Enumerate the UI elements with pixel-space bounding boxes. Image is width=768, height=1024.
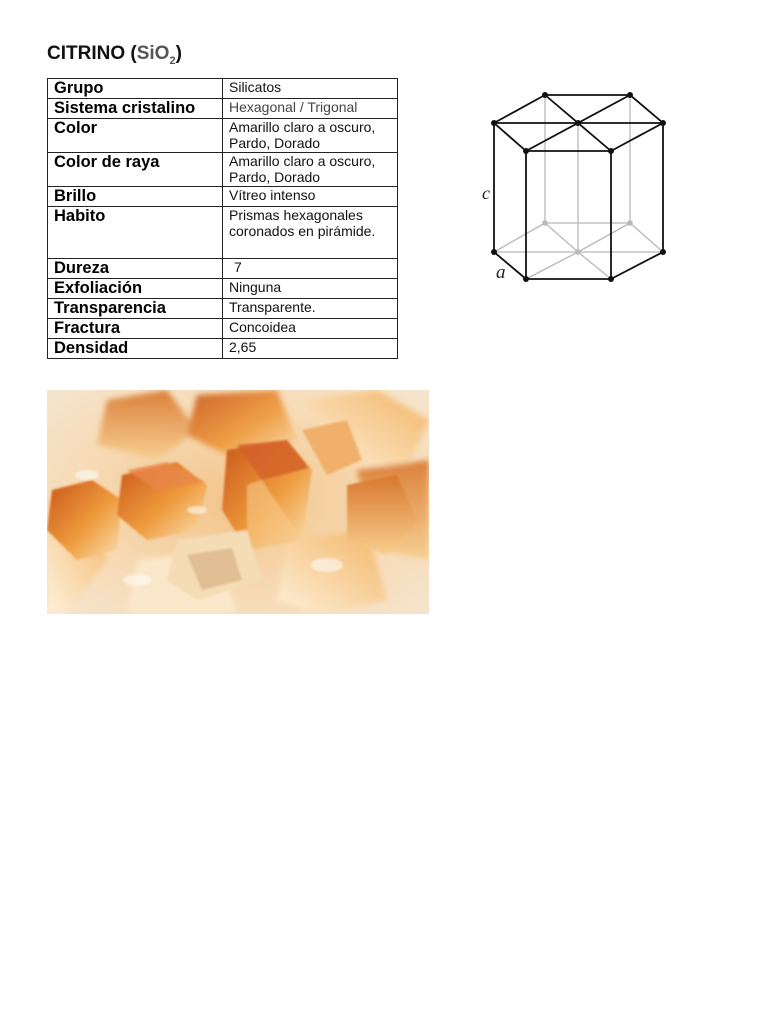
properties-table (47, 78, 398, 359)
property-label: Fractura (48, 319, 223, 339)
table-row (48, 187, 398, 207)
property-label: Color (48, 119, 223, 153)
table-row (48, 259, 398, 279)
property-label: Dureza (48, 259, 223, 279)
table-row (48, 153, 398, 187)
table-row (48, 319, 398, 339)
property-value: 2,65 (223, 339, 398, 359)
property-label: Brillo (48, 187, 223, 207)
table-row (48, 79, 398, 99)
property-value: Amarillo claro a oscuro, Pardo, Dorado (223, 153, 398, 187)
property-value: Amarillo claro a oscuro, Pardo, Dorado (223, 119, 398, 153)
axis-label-c: c (482, 183, 490, 203)
property-label: Grupo (48, 79, 223, 99)
axis-label-a: a (496, 262, 506, 283)
mineral-name: CITRINO (47, 43, 126, 64)
property-label: Exfoliación (48, 279, 223, 299)
table-row (48, 299, 398, 319)
property-value: 7 (223, 259, 398, 279)
table-row (48, 339, 398, 359)
property-value: Vítreo intenso (223, 187, 398, 207)
property-label: Densidad (48, 339, 223, 359)
property-label: Transparencia (48, 299, 223, 319)
page-title (47, 43, 182, 67)
property-label: Color de raya (48, 153, 223, 187)
hidden-vertices (542, 220, 633, 255)
property-value: Silicatos (223, 79, 398, 99)
property-label: Habito (48, 207, 223, 259)
property-value: Transparente. (223, 299, 398, 319)
citrine-photo (47, 390, 429, 614)
hexagonal-crystal-diagram (478, 88, 674, 284)
property-value: Prismas hexagonales coronados en pirámide. (223, 207, 398, 259)
property-value: Hexagonal / Trigonal (223, 99, 398, 119)
table-row (48, 99, 398, 119)
table-row (48, 119, 398, 153)
property-value: Concoidea (223, 319, 398, 339)
property-label: Sistema cristalino (48, 99, 223, 119)
table-row (48, 207, 398, 259)
table-row (48, 279, 398, 299)
chemical-formula: (SiO$_2$) (130, 43, 182, 67)
property-value: Ninguna (223, 279, 398, 299)
